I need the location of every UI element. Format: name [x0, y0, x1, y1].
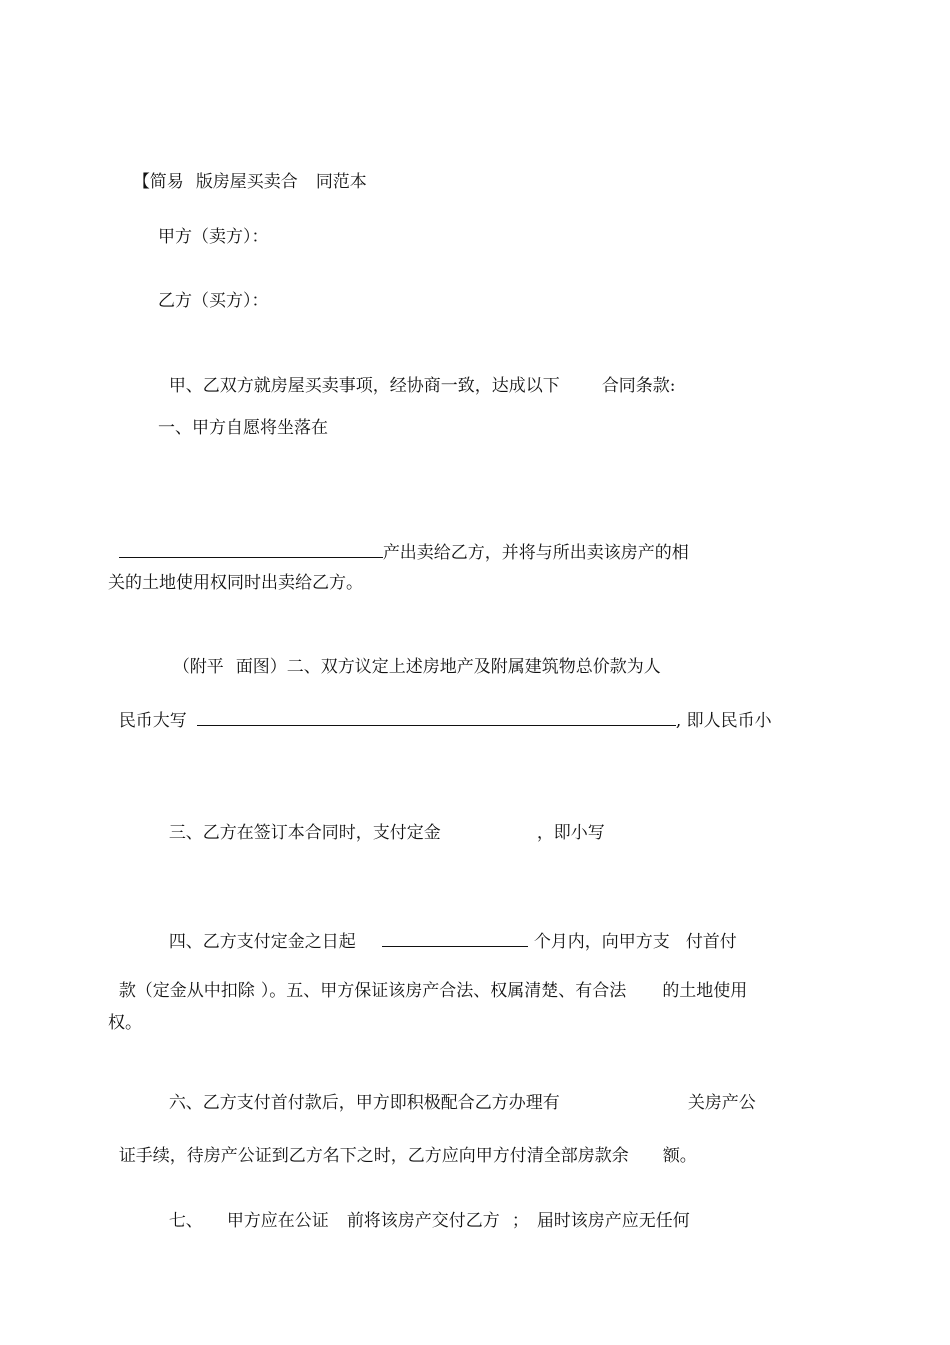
- preamble-text: 甲、乙双方就房屋买卖事项，经协商一致，达成以下: [168, 376, 560, 396]
- document-title: [122, 149, 367, 192]
- clause-6-line-1: [158, 1070, 756, 1113]
- clause-3-text: ，即小写: [536, 823, 605, 843]
- clause-4-line-1: [158, 908, 737, 952]
- clause-1-intro: 一、甲方自愿将坐落在: [158, 418, 328, 438]
- clause-4-text: 四、乙方支付定金之日起: [168, 932, 356, 952]
- clause-6-text: 额。: [662, 1146, 697, 1166]
- clause-7-text: ；: [511, 1211, 529, 1231]
- clause-4-text: 的土地使用: [662, 981, 748, 1001]
- title-part: 同范本: [315, 172, 367, 192]
- clause-1-line-3: 关的土地使用权同时出卖给乙方。: [108, 573, 363, 593]
- clause-1-line-2: [108, 519, 689, 563]
- clause-6-line-2: [108, 1123, 697, 1166]
- clause-4-text: ）。五、甲方保证该房产合法、权属清楚、有合法: [260, 981, 627, 1001]
- months-blank[interactable]: [382, 930, 528, 947]
- clause-7-text: 甲方应在公证: [226, 1211, 329, 1231]
- clause-3-text: 三、乙方在签订本合同时，支付定金: [168, 823, 441, 843]
- clause-4-line-3: 权。: [108, 1013, 142, 1033]
- party-a-line: 甲方（卖方）：: [158, 227, 269, 247]
- title-part: 【简易: [132, 172, 184, 192]
- clause-7-text: 七、: [168, 1211, 203, 1231]
- preamble-line: [158, 353, 676, 396]
- clause-4-text: 款（定金从中扣除: [118, 981, 255, 1001]
- clause-7-text: 前将该房产交付乙方: [346, 1211, 500, 1231]
- price-uppercase-blank[interactable]: [197, 709, 676, 726]
- clause-6-text: 关房产公: [687, 1093, 756, 1113]
- clause-2-text: 面图）二、双方议定上述房地产及附属建筑物总价款为人: [235, 657, 661, 677]
- clause-7-line-1: [158, 1188, 690, 1231]
- clause-2-line-1: [162, 634, 661, 677]
- location-blank[interactable]: [119, 541, 383, 558]
- title-part: 版房屋买卖合: [195, 172, 298, 192]
- clause-4-line-2: [108, 958, 748, 1001]
- clause-1-text: 产出卖给乙方，并将与所出卖该房产的相: [382, 543, 689, 563]
- preamble-text: 合同条款:: [601, 376, 676, 396]
- clause-2-line-2: [108, 687, 772, 731]
- clause-2-text: （附平: [172, 657, 224, 677]
- clause-6-text: 六、乙方支付首付款后，甲方即积极配合乙方办理有: [168, 1093, 560, 1113]
- clause-6-text: 证手续，待房产公证到乙方名下之时，乙方应向甲方付清全部房款余: [118, 1146, 629, 1166]
- party-b-line: 乙方（买方）：: [158, 291, 269, 311]
- clause-2-text: 民币大写: [118, 711, 187, 731]
- clause-4-text: 付首付: [685, 932, 737, 952]
- clause-4-text: 个月内，向甲方支: [533, 932, 670, 952]
- clause-7-text: 届时该房产应无任何: [536, 1211, 690, 1231]
- clause-3-line: [158, 800, 605, 843]
- clause-2-text: , 即人民币小: [675, 711, 772, 731]
